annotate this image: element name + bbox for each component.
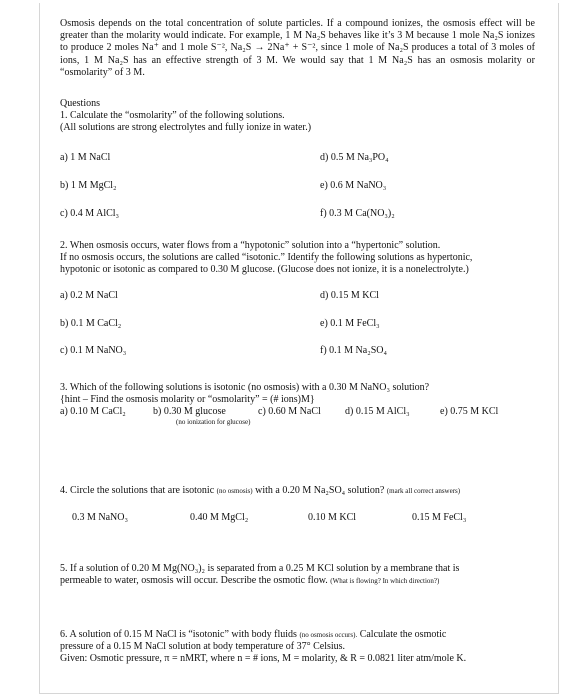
q1-title: 1. Calculate the “osmolarity” of the following solutions. xyxy=(60,110,285,121)
q6-line-2: pressure of a 0.15 M NaCl solution at body temperature of 37° Celsius. xyxy=(60,641,346,652)
q2-option-d: d) 0.15 M KCl xyxy=(320,290,379,301)
q1-option-e: e) 0.6 M NaNO₃ xyxy=(320,180,387,191)
q1-option-a: a) 1 M NaCl xyxy=(60,152,111,163)
q5-line-2-small: (What is flowing? In which direction?) xyxy=(330,577,440,585)
q5-line-2-text: permeable to water, osmosis will occur. Describe the osmotic flow. xyxy=(60,575,328,586)
q3-option-c: c) 0.60 M NaCl xyxy=(258,406,321,417)
q6-line-1-text-c: Calculate the osmotic xyxy=(359,629,447,640)
q2-line-3: hypotonic or isotonic as compared to 0.30 M glucose. (Glucose does not ionize, it is a nonelectrolyte.) xyxy=(60,264,469,275)
q2-line-1: 2. When osmosis occurs, water flows from a “hypotonic” solution into a “hypertonic” solution. xyxy=(60,240,441,251)
q5-line-2 xyxy=(60,575,439,587)
q4-prompt xyxy=(60,485,460,497)
q4-option-4[interactable]: 0.15 M FeCl₃ xyxy=(412,512,467,523)
q3-glucose-note: (no ionization for glucose) xyxy=(176,418,251,426)
q6-line-1 xyxy=(60,629,446,641)
q3-hint: {hint – Find the osmosis molarity or “osmolarity” = (# ions)M} xyxy=(60,394,315,405)
q4-option-1[interactable]: 0.3 M NaNO₃ xyxy=(72,512,128,523)
q3-line-1: 3. Which of the following solutions is isotonic (no osmosis) with a 0.30 M NaNO₃ solution? xyxy=(60,382,430,393)
q1-option-b: b) 1 M MgCl₂ xyxy=(60,180,117,191)
q4-option-2[interactable]: 0.40 M MgCl₂ xyxy=(190,512,249,523)
q2-option-e: e) 0.1 M FeCl₃ xyxy=(320,318,380,329)
q6-line-1-text-a: 6. A solution of 0.15 M NaCl is “isotonic” with body fluids xyxy=(60,629,297,640)
q1-note: (All solutions are strong electrolytes and fully ionize in water.) xyxy=(60,122,312,133)
q2-option-a: a) 0.2 M NaCl xyxy=(60,290,118,301)
q1-option-f: f) 0.3 M Ca(NO₃)₂ xyxy=(320,208,395,219)
intro-paragraph: Osmosis depends on the total concentration of solute particles. If a compound ionizes, the osmosis effect will be greater than the molarity would indicate. For example, 1 M Na₂S behaves like it’s 3 M because 1 mole Na₂S ionizes to produce 2 moles Na⁺ and 1 mole S⁻², Na₂S → 2Na⁺ + S⁻², since 1 mole of Na₂S produces a total of 3 moles of ions, 1 M Na₂S has an effective strength of 3 M. We would say that 1 M Na₂S has an osmosis molarity or “osmolarity” of 3 M. xyxy=(60,18,535,78)
questions-heading: Questions xyxy=(60,98,100,109)
q4-prompt-small-b: (mark all correct answers) xyxy=(386,487,461,495)
q3-option-d: d) 0.15 M AlCl₃ xyxy=(345,406,410,417)
q4-prompt-text-a: 4. Circle the solutions that are isotonic xyxy=(60,485,215,496)
q1-option-d: d) 0.5 M Na₃PO₄ xyxy=(320,152,389,163)
q4-prompt-small-a: (no osmosis) xyxy=(216,487,253,495)
q2-option-f: f) 0.1 M Na₂SO₄ xyxy=(320,345,387,356)
q3-option-e: e) 0.75 M KCl xyxy=(440,406,499,417)
q4-prompt-text-b: with a 0.20 M Na₂SO₄ solution? xyxy=(255,485,385,496)
q4-option-3[interactable]: 0.10 M KCl xyxy=(308,512,357,523)
q2-option-b: b) 0.1 M CaCl₂ xyxy=(60,318,122,329)
q6-line-1-small: (no osmosis occurs). xyxy=(299,631,358,639)
q1-option-c: c) 0.4 M AlCl₃ xyxy=(60,208,120,219)
q2-option-c: c) 0.1 M NaNO₃ xyxy=(60,345,127,356)
q5-line-1: 5. If a solution of 0.20 M Mg(NO₃)₂ is separated from a 0.25 M KCl solution by a membrane that is xyxy=(60,563,460,574)
q2-line-2: If no osmosis occurs, the solutions are called “isotonic.” Identify the following solutions as hypertonic, xyxy=(60,252,473,263)
q3-option-b: b) 0.30 M glucose xyxy=(153,406,226,417)
q6-line-3: Given: Osmotic pressure, π = nMRT, where n = # ions, M = molarity, & R = 0.0821 liter atm/mole K. xyxy=(60,653,467,664)
q3-option-a: a) 0.10 M CaCl₂ xyxy=(60,406,126,417)
